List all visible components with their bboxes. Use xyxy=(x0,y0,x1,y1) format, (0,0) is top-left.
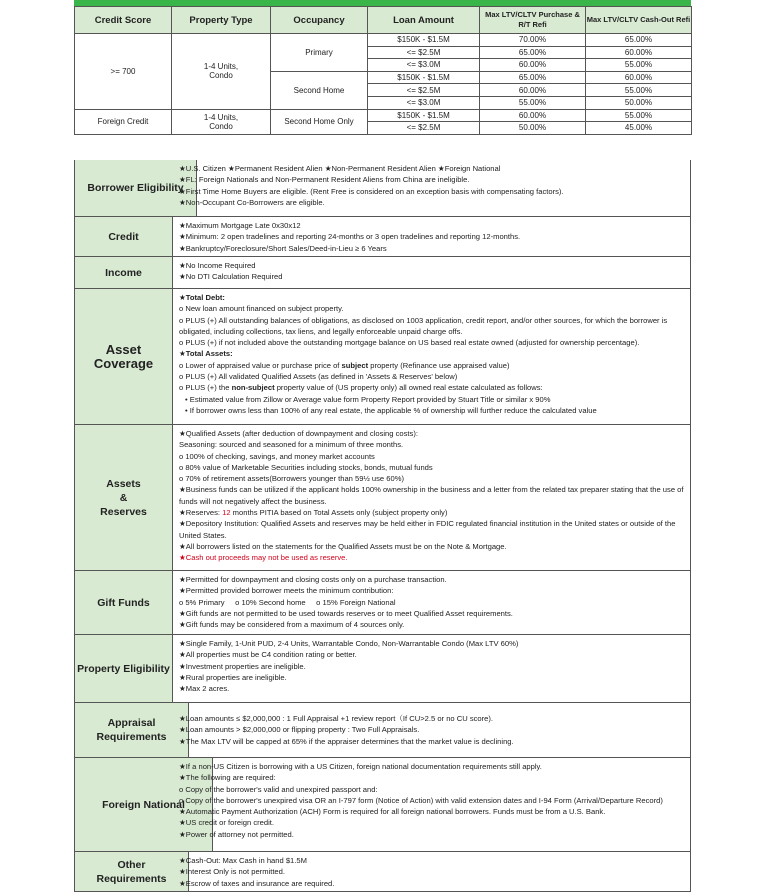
label-line: Reserves xyxy=(100,505,147,518)
text-line: ★No DTI Calculation Required xyxy=(179,272,283,282)
occupancy-second-home: Second Home xyxy=(271,71,368,109)
text-span: o Lower of appraised value or purchase price of xyxy=(179,360,342,370)
ltv-cashout: 60.00% xyxy=(586,71,692,84)
section-label xyxy=(75,425,173,570)
text-line: • If borrower owns less than 100% of any real estate, the applicable % of ownership will further reduce the calculated value xyxy=(185,405,597,415)
warning-line: ★Cash out proceeds may not be used as reserve. xyxy=(179,553,348,563)
ltv-matrix-table xyxy=(74,6,692,135)
text-line: o Copy of the borrower's valid and unexpired passport and: xyxy=(179,784,378,794)
text-line: ★Gift funds may be considered from a maximum of 4 sources only. xyxy=(179,620,405,630)
label-line: & xyxy=(119,491,128,504)
text-line xyxy=(179,507,686,518)
section-label: Credit xyxy=(75,217,173,256)
text-line: ★Business funds can be utilized if the applicant holds 100% ownership in the business and a letter from the related tax preparer stating that the use of funds will not negatively affect the business. xyxy=(179,485,684,506)
text-line: ★Single Family, 1-Unit PUD, 2-4 Units, Warrantable Condo, Non-Warrantable Condo (Max LTV 60%) xyxy=(179,639,519,648)
occupancy-second-home-only: Second Home Only xyxy=(271,109,368,134)
text-line: ★Permitted provided borrower meets the minimum contribution: xyxy=(179,586,394,596)
text-line: o 70% of retirement assets(Borrowers younger than 59½ use 60%) xyxy=(179,474,404,484)
ltv-purchase: 50.00% xyxy=(480,122,586,135)
section-assets-reserves xyxy=(74,425,691,571)
section-label: Gift Funds xyxy=(75,571,173,634)
section-borrower-eligibility xyxy=(74,160,691,217)
text-line xyxy=(179,360,686,371)
text-line: ★Escrow of taxes and insurance are required. xyxy=(179,878,335,888)
text-line: ★Qualified Assets (after deduction of downpayment and closing costs): xyxy=(179,429,418,438)
ltv-purchase: 65.00% xyxy=(480,71,586,84)
section-gift-funds xyxy=(74,571,691,635)
loan-amount: <= $3.0M xyxy=(368,96,480,109)
text-line: ★Permitted for downpayment and closing costs only on a purchase transaction. xyxy=(179,575,447,584)
document-page xyxy=(74,0,691,890)
ltv-purchase: 55.00% xyxy=(480,96,586,109)
ltv-cashout: 55.00% xyxy=(586,59,692,72)
text-span: property (Refinance use appraised value) xyxy=(368,360,510,370)
text-line: ★Interest Only is not permitted. xyxy=(179,867,285,877)
header-occupancy: Occupancy xyxy=(271,7,368,34)
section-property-eligibility xyxy=(74,635,691,703)
text-line: ★Investment properties are ineligible. xyxy=(179,661,306,671)
section-label: Foreign National xyxy=(75,758,213,851)
text-line: ★No Income Required xyxy=(179,261,256,270)
header-credit-score: Credit Score xyxy=(75,7,172,34)
section-label: Asset Coverage xyxy=(75,289,173,424)
section-content xyxy=(179,574,686,630)
text-line: ★U.S. Citizen ★Permanent Resident Alien ★Non-Permanent Resident Alien ★Foreign National xyxy=(179,164,501,173)
table-header-row xyxy=(75,7,692,34)
text-span: o PLUS (+) the xyxy=(179,383,232,393)
section-content xyxy=(179,260,686,283)
occupancy-primary: Primary xyxy=(271,34,368,72)
ltv-cashout: 50.00% xyxy=(586,96,692,109)
text-span: property value of (US property only) all owned real estate calculated as follows: xyxy=(274,383,543,393)
table-row xyxy=(75,109,692,122)
loan-amount: $150K - $1.5M xyxy=(368,109,480,122)
section-credit xyxy=(74,217,691,257)
section-asset-coverage xyxy=(74,289,691,425)
section-foreign-national xyxy=(74,758,691,852)
table-row xyxy=(75,34,692,47)
text-line: o New loan amount financed on subject property. xyxy=(179,304,344,314)
header-max-ltv-cashout: Max LTV/CLTV Cash-Out Refi xyxy=(586,7,692,34)
ltv-purchase: 70.00% xyxy=(480,34,586,47)
text-line xyxy=(179,382,686,393)
text-line: • Estimated value from Zillow or Average value form Property Report provided by Stuart Title or similar x 90% xyxy=(185,394,551,404)
text-line: ★Loan amounts > $2,000,000 or flipping property : Two Full Appraisals. xyxy=(179,725,420,735)
text-line: ★Gift funds are not permitted to be used towards reserves or to meet Qualified Asset requirements. xyxy=(179,608,513,618)
section-income xyxy=(74,257,691,289)
text-line: ★First Time Home Buyers are eligible. (Rent Free is considered on an exception basis with compensating factors). xyxy=(179,186,564,196)
header-property-type: Property Type xyxy=(172,7,271,34)
text-span: subject xyxy=(341,360,369,370)
text-span: months PITIA based on Total Assets only (subject property only) xyxy=(230,508,448,518)
property-type-1-4: 1-4 Units, Condo xyxy=(172,34,271,110)
ltv-cashout: 60.00% xyxy=(586,46,692,59)
section-content xyxy=(179,163,686,208)
ltv-purchase: 60.00% xyxy=(480,109,586,122)
section-label: Other Requirements xyxy=(75,852,189,891)
text-line: o 80% value of Marketable Securities including stocks, bonds, mutual funds xyxy=(179,462,433,472)
text-line: o 100% of checking, savings, and money market accounts xyxy=(179,451,375,461)
text-line: ★All properties must be C4 condition rating or better. xyxy=(179,650,357,660)
text-line: ★The following are required: xyxy=(179,773,276,783)
loan-amount: <= $3.0M xyxy=(368,59,480,72)
ltv-cashout: 45.00% xyxy=(586,122,692,135)
credit-score-700: >= 700 xyxy=(75,34,172,110)
ltv-purchase: 65.00% xyxy=(480,46,586,59)
text-line: o PLUS (+) All outstanding balances of obligations, as disclosed on 1003 application, credit report, and/or other sources, for which the borrower is obligated, including collections, tax liens, and legally enforceable unpaid charge offs. xyxy=(179,315,668,336)
ltv-purchase: 60.00% xyxy=(480,59,586,72)
text-line: ★Power of attorney not permitted. xyxy=(179,829,294,839)
text-line: o PLUS (+) All validated Qualified Assets (as defined in 'Assets & Reserves' below) xyxy=(179,372,458,382)
text-line: ★Total Debt: xyxy=(179,293,225,302)
text-line: ★Bankruptcy/Foreclosure/Short Sales/Deed-in-Lieu ≥ 6 Years xyxy=(179,243,387,253)
text-line: ★Total Assets: xyxy=(179,349,233,359)
section-content xyxy=(179,855,686,889)
ltv-purchase: 60.00% xyxy=(480,84,586,97)
section-content xyxy=(179,761,686,840)
text-line: ★Cash-Out: Max Cash in hand $1.5M xyxy=(179,856,307,865)
text-line: ★Non-Occupant Co-Borrowers are eligible. xyxy=(179,197,325,207)
section-content xyxy=(179,220,686,254)
text-line: ★Minimum: 2 open tradelines and reporting 24-months or 3 open tradelines and reporting 12-months. xyxy=(179,232,521,242)
header-loan-amount: Loan Amount xyxy=(368,7,480,34)
text-line: o PLUS (+) if not included above the outstanding mortgage balance on US based real estate owned (adjusted for ownership percentage). xyxy=(179,338,640,348)
section-label: Appraisal Requirements xyxy=(75,703,189,757)
text-line: o 5% Primary o 10% Second home o 15% Foreign National xyxy=(179,597,396,607)
section-content xyxy=(179,713,686,747)
property-type-1-4: 1-4 Units, Condo xyxy=(172,109,271,134)
text-line: ★Loan amounts ≤ $2,000,000 : 1 Full Appraisal +1 review report（If CU>2.5 or no CU score). xyxy=(179,714,494,723)
loan-amount: <= $2.5M xyxy=(368,122,480,135)
ltv-cashout: 55.00% xyxy=(586,109,692,122)
text-line: ★All borrowers listed on the statements for the Qualified Assets must be on the Note & Mortgage. xyxy=(179,541,507,551)
label-line: Assets xyxy=(106,477,141,490)
section-appraisal-requirements xyxy=(74,703,691,758)
text-line: ★Automatic Payment Authorization (ACH) Form is required for all foreign national borrowers. Funds must be from a U.S. Bank. xyxy=(179,807,606,817)
text-line: Seasoning: sourced and seasoned for a minimum of three months. xyxy=(179,440,404,450)
section-label: Income xyxy=(75,257,173,288)
text-line: ★FL: Foreign Nationals and Non-Permanent Resident Aliens from China are ineligible. xyxy=(179,175,470,185)
text-line: ★US credit or foreign credit. xyxy=(179,818,275,828)
text-line: ★The Max LTV will be capped at 65% if the appraiser determines that the market value is declining. xyxy=(179,736,514,746)
loan-amount: $150K - $1.5M xyxy=(368,71,480,84)
text-line: ★If a non-US Citizen is borrowing with a US Citizen, foreign national documentation requirements still apply. xyxy=(179,762,542,771)
text-line: ★Depository Institution: Qualified Assets and reserves may be held either in FDIC regulated financial institution in the United states or outside of the United States. xyxy=(179,519,676,540)
text-span: ★Reserves: xyxy=(179,508,223,518)
loan-amount: <= $2.5M xyxy=(368,46,480,59)
text-span: non-subject xyxy=(231,383,275,393)
text-line: o Copy of the borrower's unexpired visa OR an I-797 form (Notice of Action) with valid extension dates and I-94 Form (Arrival/Departure Record) xyxy=(179,795,663,805)
loan-amount: <= $2.5M xyxy=(368,84,480,97)
text-line: ★Maximum Mortgage Late 0x30x12 xyxy=(179,221,301,230)
section-content xyxy=(179,638,686,694)
ltv-cashout: 65.00% xyxy=(586,34,692,47)
text-line: ★Max 2 acres. xyxy=(179,684,230,694)
section-label: Borrower Eligibility xyxy=(75,160,197,216)
section-label: Property Eligibility xyxy=(75,635,173,702)
reserves-months: 12 xyxy=(222,508,231,518)
credit-score-foreign: Foreign Credit xyxy=(75,109,172,134)
loan-amount: $150K - $1.5M xyxy=(368,34,480,47)
text-line: ★Rural properties are ineligible. xyxy=(179,672,287,682)
header-max-ltv-purchase: Max LTV/CLTV Purchase & R/T Refi xyxy=(480,7,586,34)
section-other-requirements xyxy=(74,852,691,892)
section-content xyxy=(179,292,686,416)
section-content xyxy=(179,428,686,564)
ltv-cashout: 55.00% xyxy=(586,84,692,97)
